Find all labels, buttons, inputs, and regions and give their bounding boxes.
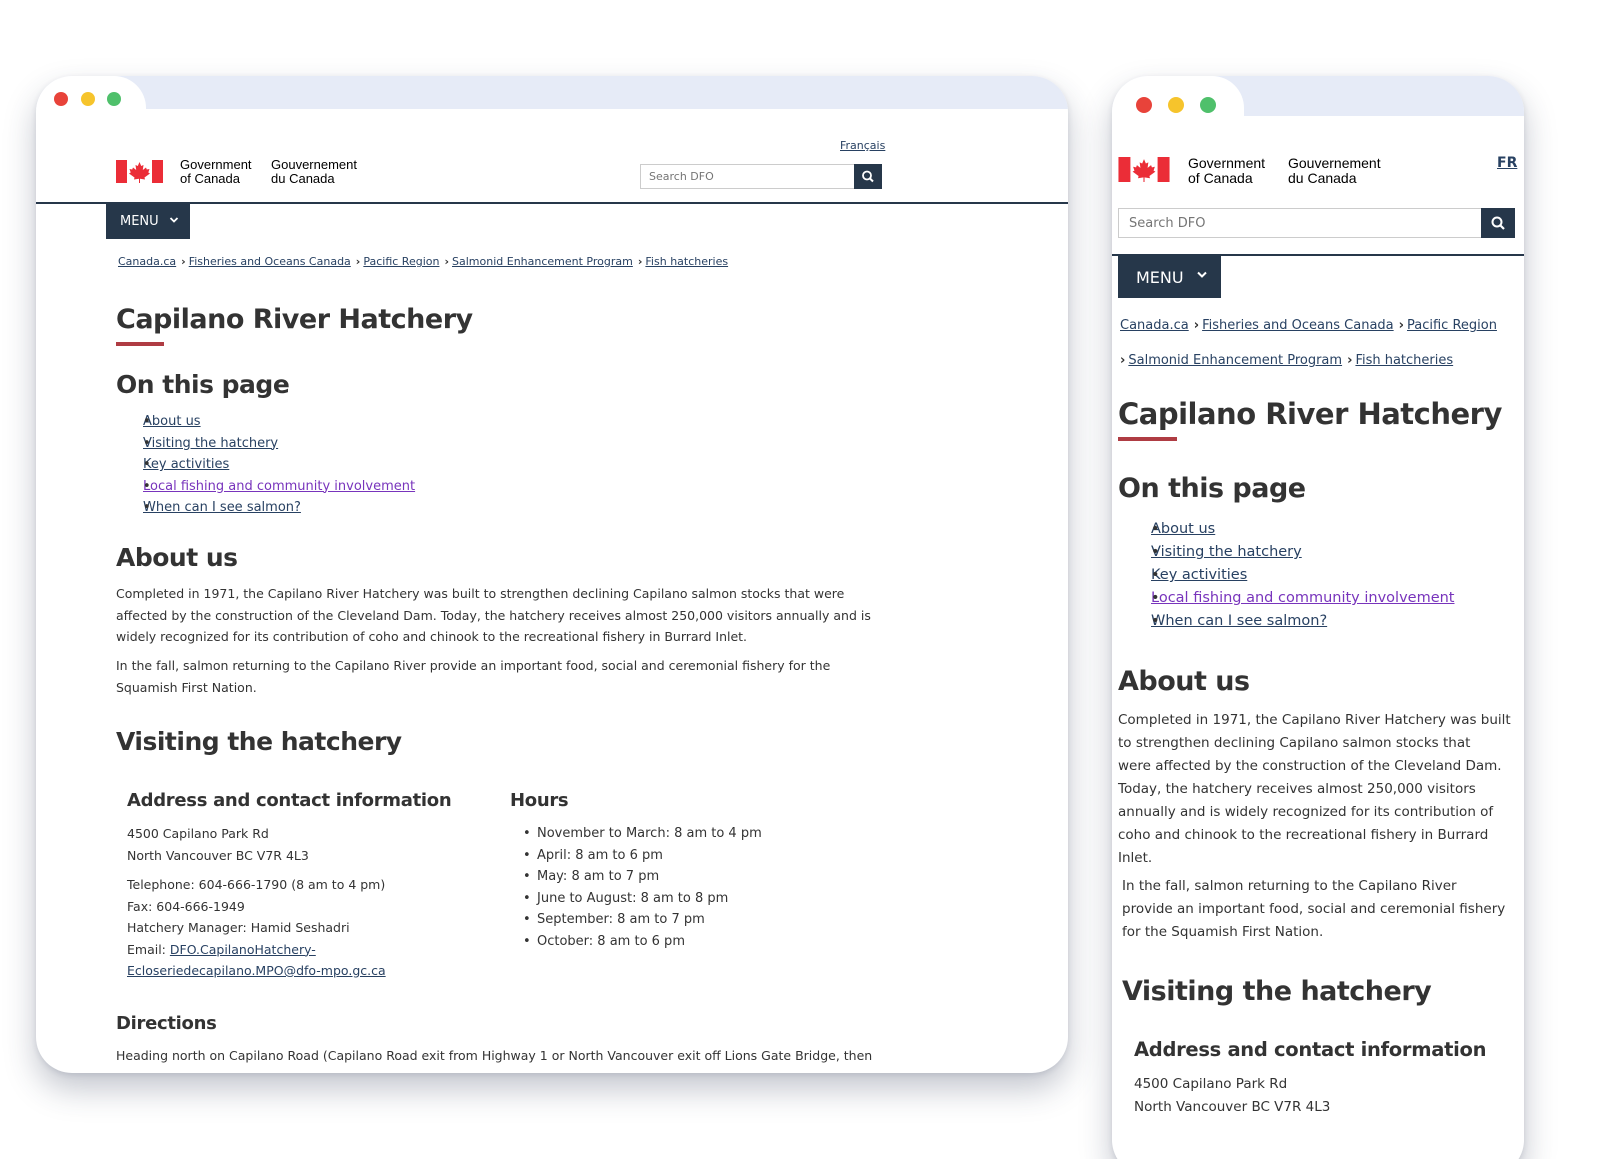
breadcrumb-link[interactable]: Salmonid Enhancement Program	[1128, 353, 1343, 368]
address-line: 4500 Capilano Park Rd	[1134, 1076, 1288, 1092]
breadcrumb-link[interactable]: Pacific Region	[363, 255, 440, 268]
menu-button[interactable]	[106, 204, 190, 239]
paragraph-line: coho and chinook to the recreational fishery in Burrard	[1118, 827, 1489, 843]
address-line: North Vancouver BC V7R 4L3	[127, 847, 309, 863]
close-window-button[interactable]	[1136, 97, 1152, 113]
toc-link-activities[interactable]: Key activities	[143, 457, 230, 472]
hours-list	[523, 823, 762, 952]
paragraph-line: Squamish First Nation.	[116, 679, 257, 695]
address-line: 4500 Capilano Park Rd	[127, 826, 269, 841]
about-paragraph-1	[1118, 709, 1511, 870]
paragraph-line: provide an important food, social and ceremonial fishery	[1122, 901, 1506, 917]
search-icon	[854, 164, 882, 189]
breadcrumb-link[interactable]: Fisheries and Oceans Canada	[188, 255, 351, 268]
browser-tab-bar	[36, 76, 1068, 109]
on-this-page-heading: On this page	[116, 370, 290, 399]
about-paragraph-2	[1122, 875, 1505, 944]
list-item	[1135, 587, 1455, 610]
on-this-page-list	[1135, 518, 1455, 633]
chevron-down-icon	[1196, 270, 1208, 279]
toc-link-about[interactable]: About us	[143, 414, 201, 429]
list-item	[130, 411, 415, 433]
paragraph-line: to strengthen declining Capilano salmon stocks that	[1118, 735, 1471, 751]
breadcrumb-continued	[1120, 353, 1453, 368]
menu-label: MENU	[1136, 268, 1184, 287]
toc-link-see-salmon[interactable]: When can I see salmon?	[143, 500, 301, 515]
title-underline	[116, 342, 164, 346]
canada-flag-icon	[116, 160, 163, 183]
paragraph-line: affected by the construction of the Cleveland Dam. Today, the hatchery receives almost 250,000 visitors annually and is	[116, 607, 871, 623]
visiting-heading: Visiting the hatchery	[1122, 976, 1432, 1007]
paragraph-line: Inlet.	[1118, 850, 1153, 866]
directions-heading: Directions	[116, 1013, 217, 1034]
signature-english	[1188, 156, 1265, 185]
paragraph-line: annually and is widely recognized for its contribution of	[1118, 804, 1494, 820]
search-icon	[1481, 208, 1515, 238]
visiting-heading: Visiting the hatchery	[116, 727, 402, 756]
signature-text: Gouvernement	[271, 157, 357, 172]
breadcrumb-separator: ›	[1193, 318, 1200, 333]
header-divider	[36, 202, 1068, 204]
minimize-window-button[interactable]	[81, 92, 95, 106]
toc-link-local-fishing[interactable]: Local fishing and community involvement	[143, 478, 416, 494]
signature-french	[1288, 156, 1381, 185]
address-block	[1134, 1073, 1330, 1119]
list-item	[130, 476, 415, 498]
minimize-window-button[interactable]	[1168, 97, 1184, 113]
hours-item: • October: 8 am to 6 pm	[523, 931, 762, 953]
breadcrumb-link[interactable]: Canada.ca	[1120, 318, 1189, 333]
signature-text: du Canada	[1288, 169, 1357, 186]
list-item	[1135, 564, 1455, 587]
hours-item: • April: 8 am to 6 pm	[523, 845, 762, 867]
breadcrumb	[1120, 318, 1497, 333]
email-row-continued	[127, 960, 386, 982]
page-title: Capilano River Hatchery	[1118, 397, 1502, 431]
list-item	[1135, 541, 1455, 564]
contact-details	[127, 874, 386, 982]
list-item	[130, 433, 415, 455]
search-field-container	[1118, 208, 1482, 238]
on-this-page-list	[130, 411, 415, 519]
hours-heading: Hours	[510, 790, 569, 811]
breadcrumb-separator: ›	[355, 255, 361, 268]
paragraph-line: Completed in 1971, the Capilano River Hatchery was built to strengthen declining Capilano salmon stocks that were	[116, 586, 845, 601]
hours-item: • September: 8 am to 7 pm	[523, 909, 762, 931]
menu-label: MENU	[120, 214, 159, 229]
directions-text: Heading north on Capilano Road (Capilano Road exit from Highway 1 or North Vancouver exit off Lions Gate Bridge, then	[116, 1048, 873, 1063]
canada-flag-icon	[1118, 157, 1170, 182]
desktop-browser-window	[36, 76, 1068, 1073]
fax-text: Fax: 604-666-1949	[127, 898, 245, 914]
contact-heading: Address and contact information	[127, 790, 452, 811]
search-button[interactable]	[854, 164, 882, 189]
language-toggle-link[interactable]: Français	[840, 139, 886, 152]
about-paragraph-1	[116, 583, 871, 648]
breadcrumb-separator: ›	[444, 255, 450, 268]
email-link-continued[interactable]: Ecloseriedecapilano.MPO@dfo-mpo.gc.ca	[127, 963, 386, 978]
hours-item: • June to August: 8 am to 8 pm	[523, 888, 762, 910]
signature-text: Government	[1188, 155, 1266, 171]
title-underline	[1118, 437, 1177, 441]
search-field-container	[640, 164, 882, 189]
signature-text: of Canada	[180, 170, 240, 186]
list-item	[1135, 518, 1455, 541]
address-block	[127, 823, 309, 866]
search-input[interactable]	[641, 165, 881, 188]
about-us-heading: About us	[1118, 666, 1250, 697]
breadcrumb-separator: ›	[181, 255, 186, 268]
breadcrumb-link[interactable]: Pacific Region	[1407, 318, 1497, 333]
breadcrumb	[118, 255, 728, 268]
list-item	[130, 454, 415, 476]
about-us-heading: About us	[116, 543, 238, 572]
email-link[interactable]: DFO.CapilanoHatchery-	[169, 941, 316, 957]
signature-text: Government	[180, 157, 252, 172]
paragraph-line: were affected by the construction of the Cleveland Dam.	[1118, 758, 1502, 774]
breadcrumb-link[interactable]: Fish hatcheries	[645, 255, 729, 268]
paragraph-line: for the Squamish First Nation.	[1122, 924, 1324, 940]
manager-text: Hatchery Manager: Hamid Seshadri	[127, 920, 350, 935]
signature-french	[271, 158, 357, 185]
hours-item: • May: 8 am to 7 pm	[523, 866, 762, 888]
toc-link-local-fishing[interactable]: Local fishing and community involvement	[1151, 590, 1455, 606]
breadcrumb-separator: ›	[1347, 353, 1353, 368]
signature-text: du Canada	[271, 170, 335, 186]
maximize-window-button[interactable]	[1200, 97, 1216, 113]
breadcrumb-link[interactable]: Fisheries and Oceans Canada	[1202, 318, 1394, 333]
breadcrumb-link[interactable]: Fish hatcheries	[1355, 353, 1454, 368]
toc-link-visiting[interactable]: Visiting the hatchery	[1151, 544, 1302, 560]
address-line: North Vancouver BC V7R 4L3	[1134, 1099, 1331, 1115]
toc-link-see-salmon[interactable]: When can I see salmon?	[1151, 613, 1328, 629]
maximize-window-button[interactable]	[107, 92, 121, 106]
email-row	[127, 939, 386, 961]
breadcrumb-link[interactable]: Canada.ca	[118, 255, 177, 268]
language-toggle-link[interactable]: FR	[1497, 155, 1518, 171]
toc-link-visiting[interactable]: Visiting the hatchery	[143, 435, 279, 451]
on-this-page-heading: On this page	[1118, 473, 1306, 504]
breadcrumb-separator: ›	[1120, 353, 1126, 368]
about-paragraph-2	[116, 655, 830, 698]
menu-button[interactable]	[1118, 256, 1221, 298]
list-item	[130, 497, 415, 519]
paragraph-line: Completed in 1971, the Capilano River Hatchery was built	[1118, 712, 1511, 728]
toc-link-about[interactable]: About us	[1151, 521, 1216, 537]
page-title: Capilano River Hatchery	[116, 304, 473, 335]
search-button[interactable]	[1481, 208, 1515, 238]
paragraph-line: In the fall, salmon returning to the Capilano River	[1122, 878, 1457, 894]
breadcrumb-link[interactable]: Salmonid Enhancement Program	[452, 255, 633, 268]
paragraph-line: widely recognized for its contribution of coho and chinook to the recreational fishery in Burrard Inlet.	[116, 629, 748, 644]
search-input[interactable]	[1119, 209, 1481, 237]
breadcrumb-separator: ›	[1398, 318, 1404, 333]
signature-text: Gouvernement	[1288, 155, 1381, 171]
contact-heading: Address and contact information	[1134, 1038, 1487, 1061]
close-window-button[interactable]	[54, 92, 68, 106]
chevron-down-icon	[169, 216, 179, 224]
list-item	[1135, 610, 1455, 633]
paragraph-line: In the fall, salmon returning to the Capilano River provide an important food, social and ceremonial fishery for the	[116, 658, 831, 673]
signature-english	[180, 158, 252, 185]
breadcrumb-separator: ›	[637, 255, 643, 268]
paragraph-line: Today, the hatchery receives almost 250,000 visitors	[1118, 781, 1476, 797]
toc-link-activities[interactable]: Key activities	[1151, 567, 1248, 583]
email-label: Email:	[127, 941, 170, 957]
mobile-browser-window	[1112, 76, 1524, 1159]
telephone-text: Telephone: 604-666-1790 (8 am to 4 pm)	[127, 877, 386, 892]
hours-item: • November to March: 8 am to 4 pm	[523, 823, 762, 845]
signature-text: of Canada	[1188, 169, 1253, 186]
